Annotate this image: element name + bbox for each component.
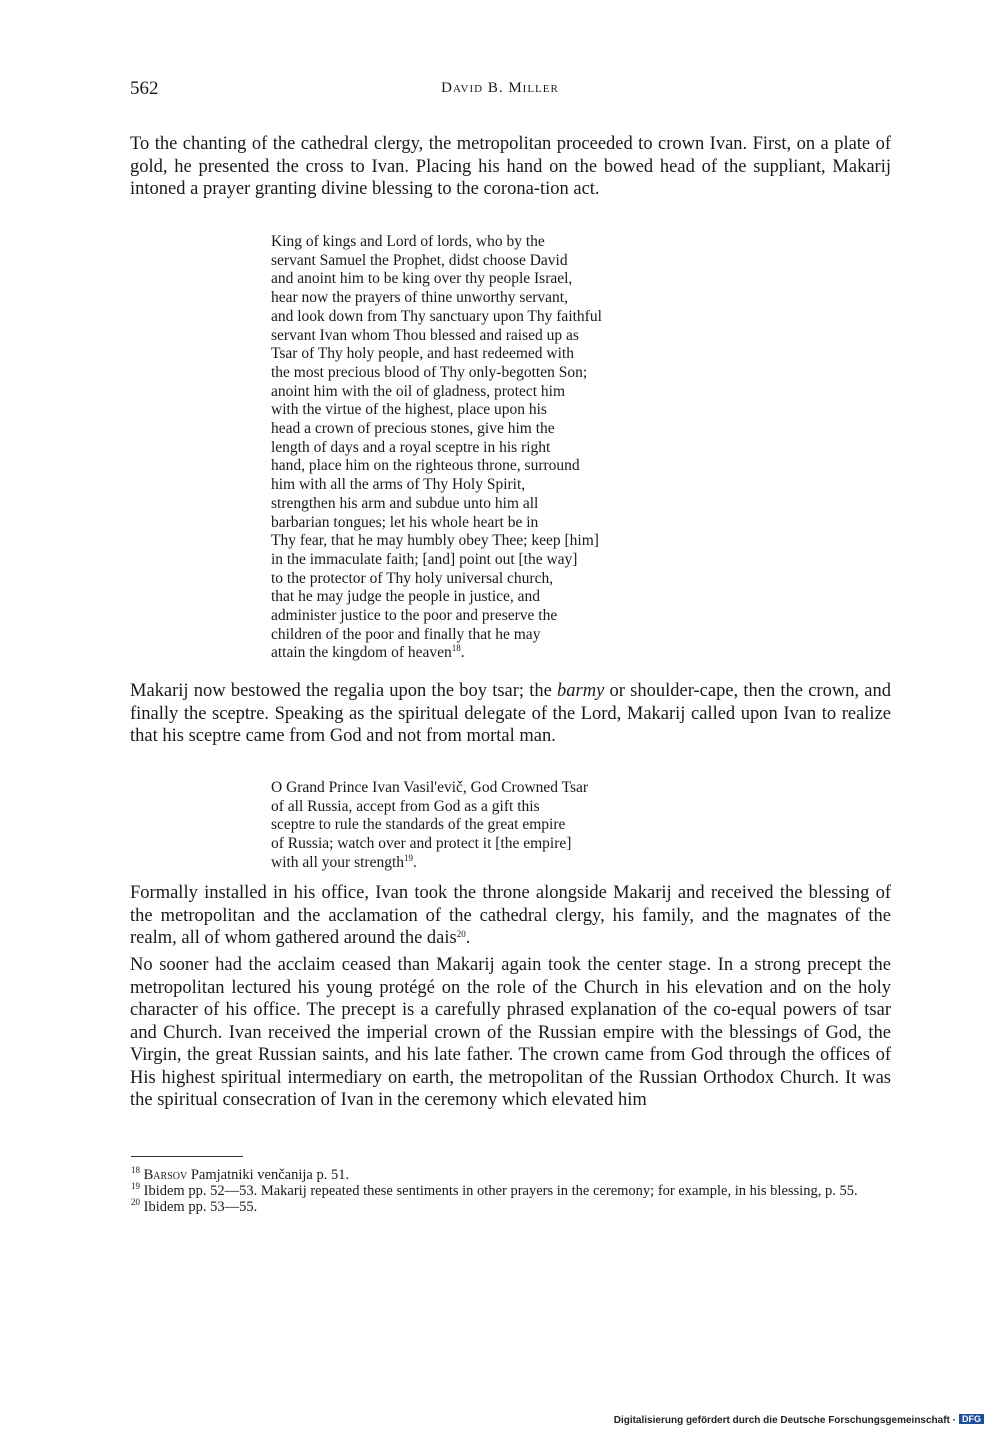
dfg-logo: DFG [959,1414,984,1424]
paragraph-2 [130,680,891,748]
funding-credit [614,1414,984,1426]
quote-line: in the immaculate faith; [and] point out [the way] [271,550,578,568]
quote-line: and look down from Thy sanctuary upon Thy faithful [271,307,602,325]
quote-line: head a crown of precious stones, give him the [271,420,555,438]
quote-line: of all Russia, accept from God as a gift this [271,797,540,815]
footnote-text: Pamjatniki venčanija p. 51. [187,1167,350,1183]
quote-line: children of the poor and finally that he may [271,625,541,643]
quote-line: to the protector of Thy holy universal church, [271,569,554,587]
footnote-18 [131,1167,891,1183]
footnote-number: 20 [131,1197,140,1208]
quote-line: Thy fear, that he may humbly obey Thee; keep [him] [271,532,599,550]
quote-line: strengthen his arm and subdue unto him all [271,494,539,512]
footnote-author: Barsov [143,1167,188,1183]
footnote-ref-20: 20 [456,929,466,939]
quote-line-text: with all your strength [271,853,405,871]
quote-line: length of days and a royal sceptre in his right [271,438,551,456]
quote-line: servant Samuel the Prophet, didst choose David [271,251,568,269]
quote-line: barbarian tongues; let his whole heart be in [271,513,539,531]
paragraph-2-end: or shoulder-cape, then the crown, and finally the sceptre. Speaking as the spiritual delegate of the Lord, Makarij called upon Ivan to realize that his sceptre came from God and not from mortal man. [130,681,891,746]
quote-line: the most precious blood of Thy only-begotten Son; [271,363,588,381]
paragraph-4: No sooner had the acclaim ceased than Makarij again took the center stage. In a strong precept the metropolitan lectured his young protégé on the role of the Church in his elevation and on the holy character of his office. The precept is a carefully phrased explanation of the co-equal powers of tsar and Church. Ivan received the imperial crown of the Russian empire with the blessings of God, the Virgin, the great Russian saints, and his late father. The crown came from God through the offices of His highest spiritual intermediary on earth, the metropolitan of the Russian Orthodox Church. It was the spiritual consecration of Ivan in the ceremony which elevated him [130,955,891,1110]
footnote-text: Ibidem pp. 52—53. Makarij repeated these sentiments in other prayers in the ceremony; for example, in his blessing, p. 55. [140,1183,858,1200]
paragraph-3: Formally installed in his office, Ivan took the throne alongside Makarij and received the blessing of the metropolitan and the acclamation of the cathedral clergy, his family, and the magnates of the realm, all of whom gathered around the dais$^{20}$. [130,883,891,948]
running-head: David B. Miller [441,80,559,96]
quote-line: that he may judge the people in justice, and [271,588,541,606]
footnote-number: 19 [131,1181,140,1192]
quote-line: with all your strength$^{19}$. [271,852,417,871]
funding-credit-text: Digitalisierung gefördert durch die Deutsche Forschungsgemeinschaft · [613,1415,956,1426]
footnote-19 [131,1183,891,1199]
quote-line: administer justice to the poor and preserve the [271,607,558,625]
footnote-20 [131,1199,891,1215]
block-quote-address [271,779,741,873]
quote-line-text: attain the kingdom of heaven [271,644,452,662]
quote-line: O Grand Prince Ivan Vasil'evič, God Crowned Tsar [271,779,589,796]
quote-line: sceptre to rule the standards of the great empire [271,816,566,834]
quote-line: hear now the prayers of thine unworthy servant, [271,289,568,307]
footnote-number: 18 [131,1165,140,1175]
quote-line: servant Ivan whom Thou blessed and raised up as [271,326,579,344]
footnote-rule [131,1156,243,1157]
quote-line: King of kings and Lord of lords, who by the [271,233,545,250]
paragraph-1: To the chanting of the cathedral clergy, the metropolitan proceeded to crown Ivan. First, on a plate of gold, he presented the cross to Ivan. Placing his hand on the bowed head of the suppliant, Makarij intoned a prayer granting divine blessing to the corona-tion act. [130,134,891,199]
footnotes [131,1167,891,1216]
page-number: 562 [130,78,159,99]
quote-line: Tsar of Thy holy people, and hast redeemed with [271,345,574,363]
term-barmy: barmy [557,681,605,701]
quote-line: hand, place him on the righteous throne, surround [271,457,580,475]
footnote-ref-19: 19 [404,852,414,863]
paragraph-3-text: Formally installed in his office, Ivan took the throne alongside Makarij and received the blessing of the metropolitan and the acclamation of the cathedral clergy, his family, and the magnates of the realm, all of whom gathered around the dais [130,883,891,948]
quote-line: with the virtue of the highest, place upon his [271,401,547,419]
footnote-ref-18: 18 [451,643,461,654]
block-quote-prayer [271,233,741,663]
quote-line: him with all the arms of Thy Holy Spirit, [271,476,526,494]
quote-line: of Russia; watch over and protect it [the empire] [271,835,572,853]
paragraph-2-start: Makarij now bestowed the regalia upon the boy tsar; the [130,681,558,701]
footnote-text: Ibidem pp. 53—55. [140,1199,258,1216]
quote-line: anoint him with the oil of gladness, protect him [271,382,566,400]
quote-line: and anoint him to be king over thy people Israel, [271,270,573,288]
quote-line: attain the kingdom of heaven$^{18}$. [271,643,465,662]
